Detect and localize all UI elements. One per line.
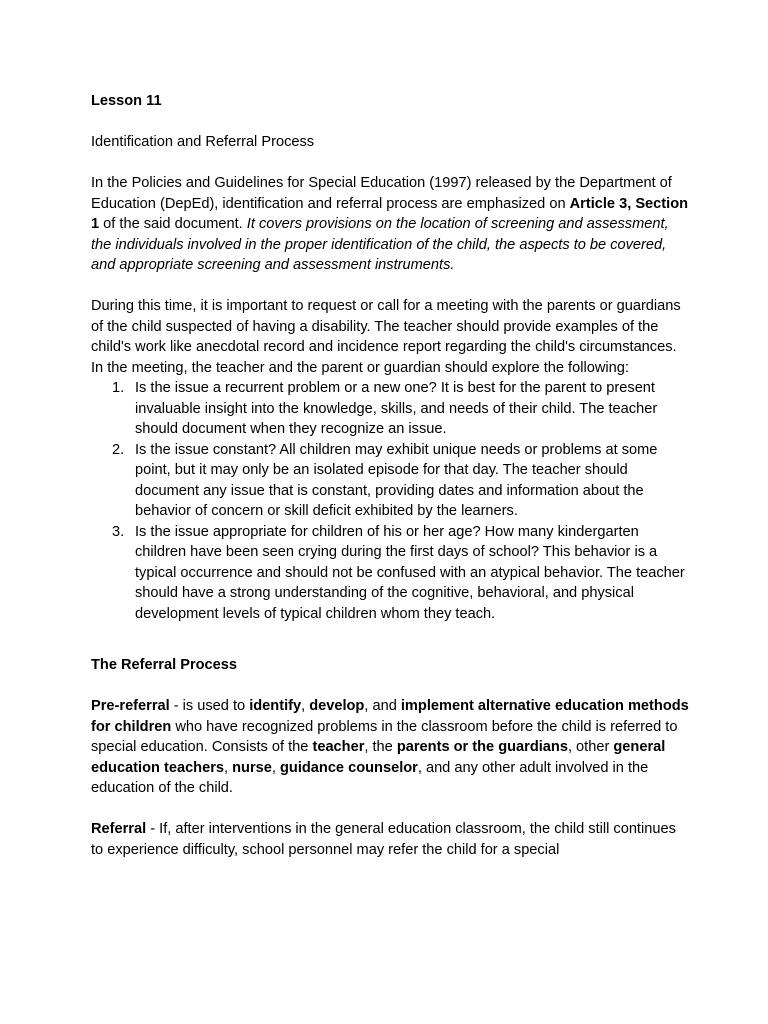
list-item bbox=[91, 522, 691, 625]
lesson-title: Lesson 11 bbox=[91, 93, 162, 109]
document-page bbox=[91, 91, 691, 860]
referral-paragraph: Referral - If, after interventions in the general education classroom, the child still continues to experience difficulty, school personnel may refer the child for a special bbox=[91, 821, 676, 858]
list-item-text: Is the issue a recurrent problem or a new one? It is best for the parent to present invaluable insight into the knowledge, skills, and needs of their child. The teacher should document when they recognize an issue. bbox=[135, 380, 658, 437]
list-item bbox=[91, 440, 691, 522]
meeting-paragraph: During this time, it is important to request or call for a meeting with the parents or guardians of the child suspected of having a disability. The teacher should provide examples of the child's work like anecdotal record and incidence report regarding the child's circumstances. In the meeting, the teacher and the parent or guardian should explore the following: bbox=[91, 298, 681, 376]
explore-list bbox=[91, 378, 691, 624]
list-item bbox=[91, 378, 691, 440]
prereferral-paragraph: Pre-referral - is used to identify, develop, and implement alternative education methods for children who have recognized problems in the classroom before the child is referred to special education. Consists of the teacher, the parents or the guardians, other general education teachers, nurse, guidance counselor, and any other adult involved in the education of the child. bbox=[91, 698, 689, 796]
list-item-text: Is the issue constant? All children may exhibit unique needs or problems at some point, but it may only be an isolated episode for that day. The teacher should document any issue that is constant, providing dates and information about the behavior of concern or skill deficit exhibited by the learners. bbox=[135, 441, 658, 519]
list-item-text: Is the issue appropriate for children of his or her age? How many kindergarten children have been seen crying during the first days of school? This behavior is a typical occurrence and should not be confused with an atypical behavior. The teacher should have a strong understanding of the cognitive, behavioral, and physical development levels of typical children whom they teach. bbox=[135, 523, 685, 622]
list-item-number: 2. bbox=[112, 441, 125, 458]
list-item-number: 3. bbox=[112, 523, 125, 540]
section-subtitle: Identification and Referral Process bbox=[91, 134, 315, 150]
referral-process-heading: The Referral Process bbox=[91, 657, 238, 673]
intro-paragraph: In the Policies and Guidelines for Special Education (1997) released by the Department of Education (DepEd), identification and referral process are emphasized on Article 3, Section 1 of the said document. It covers provisions on the location of screening and assessment, the individuals involved in the proper identification of the child, the aspects to be covered, and appropriate screening and assessment instruments. bbox=[91, 175, 689, 273]
list-item-number: 1. bbox=[112, 380, 125, 396]
